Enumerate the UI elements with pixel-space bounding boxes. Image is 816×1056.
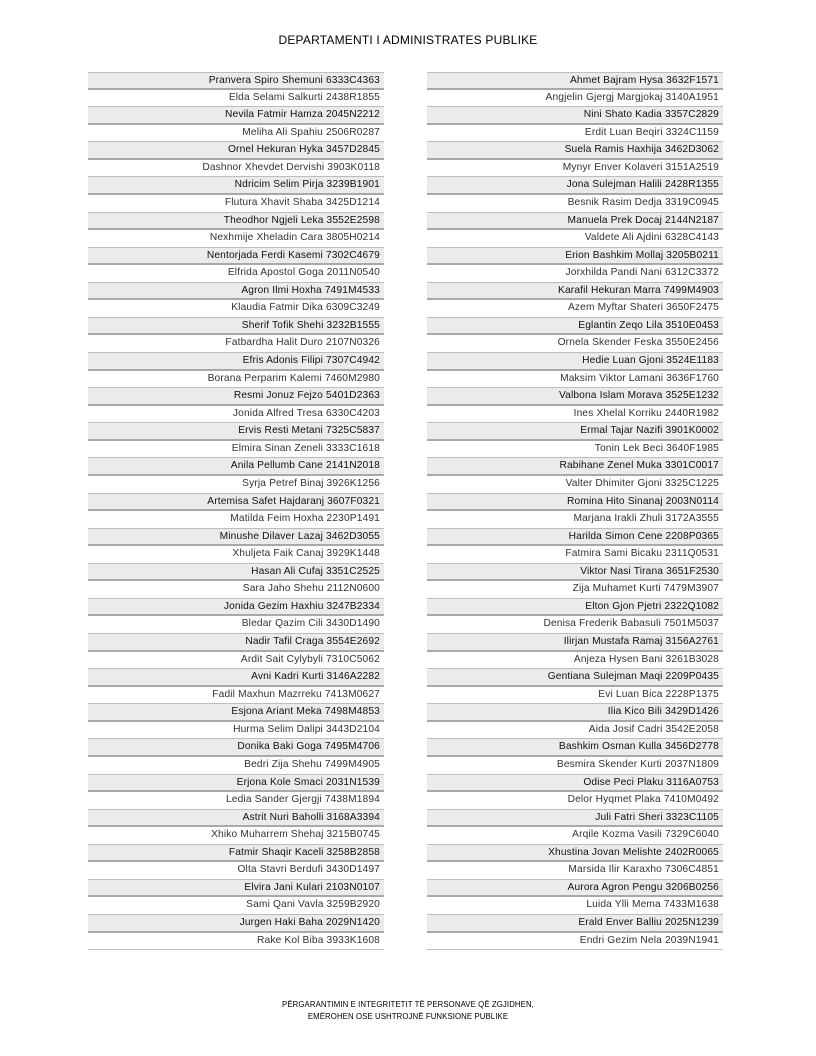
list-row: Gentiana Sulejman Maqi 2209P0435 [427, 669, 723, 687]
list-row: Ahmet Bajram Hysa 3632F1571 [427, 72, 723, 90]
list-row: Fatmira Sami Bicaku 2311Q0531 [427, 546, 723, 564]
right-name-list [427, 72, 723, 950]
list-row: Rake Kol Biba 3933K1608 [88, 933, 384, 951]
list-row: Ndricim Selim Pirja 3239B1901 [88, 177, 384, 195]
list-row: Elfrida Apostol Goga 2011N0540 [88, 265, 384, 283]
list-row: Avni Kadri Kurti 3146A2282 [88, 669, 384, 687]
list-row: Delor Hyqmet Plaka 7410M0492 [427, 792, 723, 810]
list-row: Jorxhilda Pandi Nani 6312C3372 [427, 265, 723, 283]
list-row: Elda Selami Salkurti 2438R1855 [88, 90, 384, 108]
list-row: Erion Bashkim Mollaj 3205B0211 [427, 248, 723, 266]
list-row: Matilda Feim Hoxha 2230P1491 [88, 511, 384, 529]
list-row: Valdete Ali Ajdini 6328C4143 [427, 230, 723, 248]
list-row: Harilda Simon Cene 2208P0365 [427, 529, 723, 547]
list-row: Jurgen Haki Baha 2029N1420 [88, 915, 384, 933]
list-row: Xhustina Jovan Melishte 2402R0065 [427, 845, 723, 863]
list-row: Flutura Xhavit Shaba 3425D1214 [88, 195, 384, 213]
list-row: Meliha Ali Spahiu 2506R0287 [88, 125, 384, 143]
list-row: Bledar Qazim Cili 3430D1490 [88, 616, 384, 634]
footer-line-1: PËRGARANTIMIN E INTEGRITETIT TË PERSONAVE QË ZGJIDHEN, [282, 1000, 534, 1009]
list-row: Efris Adonis Filipi 7307C4942 [88, 353, 384, 371]
list-row: Suela Ramis Haxhija 3462D3062 [427, 142, 723, 160]
list-row: Elmira Sinan Zeneli 3333C1618 [88, 441, 384, 459]
list-row: Hurma Selim Dalipi 3443D2104 [88, 722, 384, 740]
list-row: Erjona Kole Smaci 2031N1539 [88, 775, 384, 793]
list-row: Valter Dhimiter Gjoni 3325C1225 [427, 476, 723, 494]
list-row: Luida Ylli Mema 7433M1638 [427, 897, 723, 915]
list-row: Ilirjan Mustafa Ramaj 3156A2761 [427, 634, 723, 652]
left-name-list [88, 72, 384, 950]
list-row: Ledia Sander Gjergji 7438M1894 [88, 792, 384, 810]
list-row: Hasan Ali Cufaj 3351C2525 [88, 564, 384, 582]
list-row: Denisa Frederik Babasuli 7501M5037 [427, 616, 723, 634]
list-row: Tonin Lek Beci 3640F1985 [427, 441, 723, 459]
list-row: Maksim Viktor Lamani 3636F1760 [427, 371, 723, 389]
list-row: Minushe Dilaver Lazaj 3462D3055 [88, 529, 384, 547]
list-row: Viktor Nasi Tirana 3651F2530 [427, 564, 723, 582]
page-footer [0, 999, 816, 1023]
list-row: Arqile Kozma Vasili 7329C6040 [427, 827, 723, 845]
list-row: Marjana Irakli Zhuli 3172A3555 [427, 511, 723, 529]
list-row: Xhuljeta Faik Canaj 3929K1448 [88, 546, 384, 564]
list-row: Juli Fatri Sheri 3323C1105 [427, 810, 723, 828]
list-row: Xhiko Muharrem Shehaj 3215B0745 [88, 827, 384, 845]
list-row: Romina Hito Sinanaj 2003N0114 [427, 494, 723, 512]
list-row: Azem Myftar Shateri 3650F2475 [427, 300, 723, 318]
list-row: Endri Gezim Nela 2039N1941 [427, 933, 723, 951]
list-row: Bedri Zija Shehu 7499M4905 [88, 757, 384, 775]
list-row: Anjeza Hysen Bani 3261B3028 [427, 652, 723, 670]
list-row: Klaudia Fatmir Dika 6309C3249 [88, 300, 384, 318]
list-row: Zija Muhamet Kurti 7479M3907 [427, 581, 723, 599]
list-row: Jona Sulejman Halili 2428R1355 [427, 177, 723, 195]
list-row: Mynyr Enver Kolaveri 3151A2519 [427, 160, 723, 178]
list-row: Ines Xhelal Korriku 2440R1982 [427, 406, 723, 424]
list-row: Astrit Nuri Baholli 3168A3394 [88, 810, 384, 828]
list-row: Olta Stavri Berdufi 3430D1497 [88, 862, 384, 880]
list-row: Ervis Resti Metani 7325C5837 [88, 423, 384, 441]
list-row: Syrja Petref Binaj 3926K1256 [88, 476, 384, 494]
list-row: Ornela Skender Feska 3550E2456 [427, 335, 723, 353]
footer-line-2: EMËROHEN OSE USHTROJNË FUNKSIONE PUBLIKE [307, 1012, 509, 1021]
list-row: Ilia Kico Bili 3429D1426 [427, 704, 723, 722]
list-row: Marsida Ilir Karaxho 7306C4851 [427, 862, 723, 880]
list-row: Erald Enver Balliu 2025N1239 [427, 915, 723, 933]
list-row: Aida Josif Cadri 3542E2058 [427, 722, 723, 740]
list-row: Manuela Prek Docaj 2144N2187 [427, 213, 723, 231]
list-row: Karafil Hekuran Marra 7499M4903 [427, 283, 723, 301]
list-row: Bashkim Osman Kulla 3456D2778 [427, 739, 723, 757]
list-row: Besmira Skender Kurti 2037N1809 [427, 757, 723, 775]
list-row: Anila Pellumb Cane 2141N2018 [88, 458, 384, 476]
list-row: Ornel Hekuran Hyka 3457D2845 [88, 142, 384, 160]
list-row: Hedie Luan Gjoni 3524E1183 [427, 353, 723, 371]
list-row: Dashnor Xhevdet Dervishi 3903K0118 [88, 160, 384, 178]
list-row: Nevila Fatmir Hamza 2045N2212 [88, 107, 384, 125]
list-row: Jonida Alfred Tresa 6330C4203 [88, 406, 384, 424]
list-row: Eglantin Zeqo Lila 3510E0453 [427, 318, 723, 336]
list-row: Fatbardha Halit Duro 2107N0326 [88, 335, 384, 353]
list-row: Angjelin Gjergj Margjokaj 3140A1951 [427, 90, 723, 108]
page-title: DEPARTAMENTI I ADMINISTRATES PUBLIKE [278, 33, 538, 47]
list-row: Sherif Tofik Shehi 3232B1555 [88, 318, 384, 336]
list-row: Nadir Tafil Craga 3554E2692 [88, 634, 384, 652]
list-row: Erdit Luan Beqiri 3324C1159 [427, 125, 723, 143]
list-row: Jonida Gezim Haxhiu 3247B2334 [88, 599, 384, 617]
list-row: Artemisa Safet Hajdaranj 3607F0321 [88, 494, 384, 512]
list-row: Elvira Jani Kulari 2103N0107 [88, 880, 384, 898]
list-row: Borana Perparim Kalemi 7460M2980 [88, 371, 384, 389]
list-row: Nini Shato Kadia 3357C2829 [427, 107, 723, 125]
list-row: Resmi Jonuz Fejzo 5401D2363 [88, 388, 384, 406]
list-row: Sara Jaho Shehu 2112N0600 [88, 581, 384, 599]
list-row: Sami Qani Vavla 3259B2920 [88, 897, 384, 915]
list-row: Nexhmije Xheladin Cara 3805H0214 [88, 230, 384, 248]
list-row: Evi Luan Bica 2228P1375 [427, 687, 723, 705]
list-row: Odise Peci Plaku 3116A0753 [427, 775, 723, 793]
list-row: Agron Ilmi Hoxha 7491M4533 [88, 283, 384, 301]
list-row: Esjona Ariant Meka 7498M4853 [88, 704, 384, 722]
list-row: Fatmir Shaqir Kaceli 3258B2858 [88, 845, 384, 863]
list-row: Aurora Agron Pengu 3206B0256 [427, 880, 723, 898]
list-row: Nentorjada Ferdi Kasemi 7302C4679 [88, 248, 384, 266]
list-row: Besnik Rasim Dedja 3319C0945 [427, 195, 723, 213]
list-row: Elton Gjon Pjetri 2322Q1082 [427, 599, 723, 617]
list-row: Ardit Sait Cylybyli 7310C5062 [88, 652, 384, 670]
list-row: Ermal Tajar Nazifi 3901K0002 [427, 423, 723, 441]
list-row: Valbona Islam Morava 3525E1232 [427, 388, 723, 406]
list-row: Fadil Maxhun Mazrreku 7413M0627 [88, 687, 384, 705]
list-row: Pranvera Spiro Shemuni 6333C4363 [88, 72, 384, 90]
list-row: Theodhor Ngjeli Leka 3552E2598 [88, 213, 384, 231]
list-row: Rabihane Zenel Muka 3301C0017 [427, 458, 723, 476]
list-row: Donika Baki Goga 7495M4706 [88, 739, 384, 757]
